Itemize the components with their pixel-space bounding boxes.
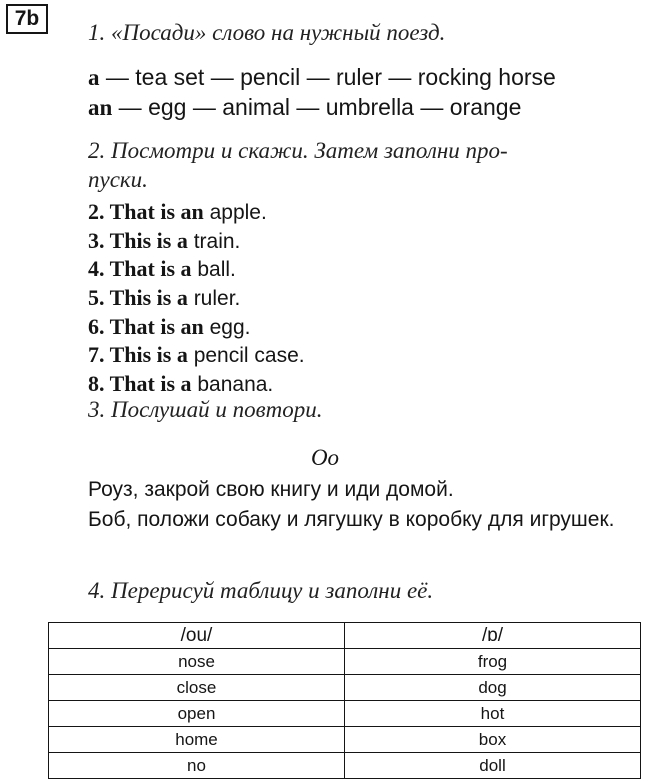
table-cell: nose <box>49 649 345 675</box>
table-cell: doll <box>345 753 641 779</box>
article-a-label: a <box>88 65 100 90</box>
sentence-answer: pencil case. <box>187 344 305 367</box>
phonics-letter: Oo <box>310 445 340 470</box>
tongue-twister-line2: Боб, положи собаку и лягушку в коробку для игрушек. <box>88 508 615 531</box>
sentence-answer: banana. <box>191 373 274 396</box>
table-row <box>49 727 641 753</box>
column-header-o: /ɒ/ <box>345 623 641 649</box>
article-an-label: an <box>88 95 113 120</box>
sentence-bold: 7. This is a <box>88 342 188 367</box>
table-cell: close <box>49 675 345 701</box>
task3-title: 3. Послушай и повтори. <box>88 397 323 422</box>
sentence-bold: 6. That is an <box>88 314 204 339</box>
sentence-item <box>88 371 273 397</box>
table-cell: no <box>49 753 345 779</box>
sentence-item <box>88 199 267 225</box>
sounds-table <box>48 622 641 779</box>
task4-title: 4. Перерисуй таблицу и заполни её. <box>88 578 434 603</box>
article-a-row <box>88 64 556 91</box>
sentence-item <box>88 342 305 368</box>
sentence-answer: ball. <box>191 258 236 281</box>
article-an-words: — egg — animal — umbrella — orange <box>112 94 522 120</box>
column-header-ou: /ou/ <box>49 623 345 649</box>
sentence-bold: 5. This is a <box>88 285 188 310</box>
tongue-twister-line1: Роуз, закрой свою книгу и иди домой. <box>88 478 454 501</box>
sentence-item <box>88 256 236 282</box>
table-row <box>49 649 641 675</box>
article-a-words: — tea set — pencil — ruler — rocking horse <box>99 64 556 90</box>
table-row <box>49 675 641 701</box>
task2-title-line2: пуски. <box>88 167 148 192</box>
sentence-answer: ruler. <box>187 287 241 310</box>
sentence-bold: 4. That is a <box>88 256 192 281</box>
sentence-bold: 2. That is an <box>88 199 204 224</box>
table-cell: dog <box>345 675 641 701</box>
table-row <box>49 701 641 727</box>
sentence-bold: 8. That is a <box>88 371 192 396</box>
article-an-row <box>88 94 521 121</box>
table-cell: hot <box>345 701 641 727</box>
table-cell: home <box>49 727 345 753</box>
sentence-answer: train. <box>187 230 241 253</box>
table-cell: frog <box>345 649 641 675</box>
task1-title: 1. «Посади» слово на нужный поезд. <box>88 20 446 45</box>
sentence-answer: egg. <box>203 316 251 339</box>
sentence-item <box>88 314 250 340</box>
exercise-number-badge: 7b <box>6 4 48 34</box>
table-cell: box <box>345 727 641 753</box>
sentence-item <box>88 285 240 311</box>
task2-title-line1: 2. Посмотри и скажи. Затем заполни про- <box>88 138 508 163</box>
sentence-answer: apple. <box>203 201 267 224</box>
table-row <box>49 753 641 779</box>
table-header-row <box>49 623 641 649</box>
sentence-bold: 3. This is a <box>88 228 188 253</box>
sentence-item <box>88 228 240 254</box>
table-cell: open <box>49 701 345 727</box>
